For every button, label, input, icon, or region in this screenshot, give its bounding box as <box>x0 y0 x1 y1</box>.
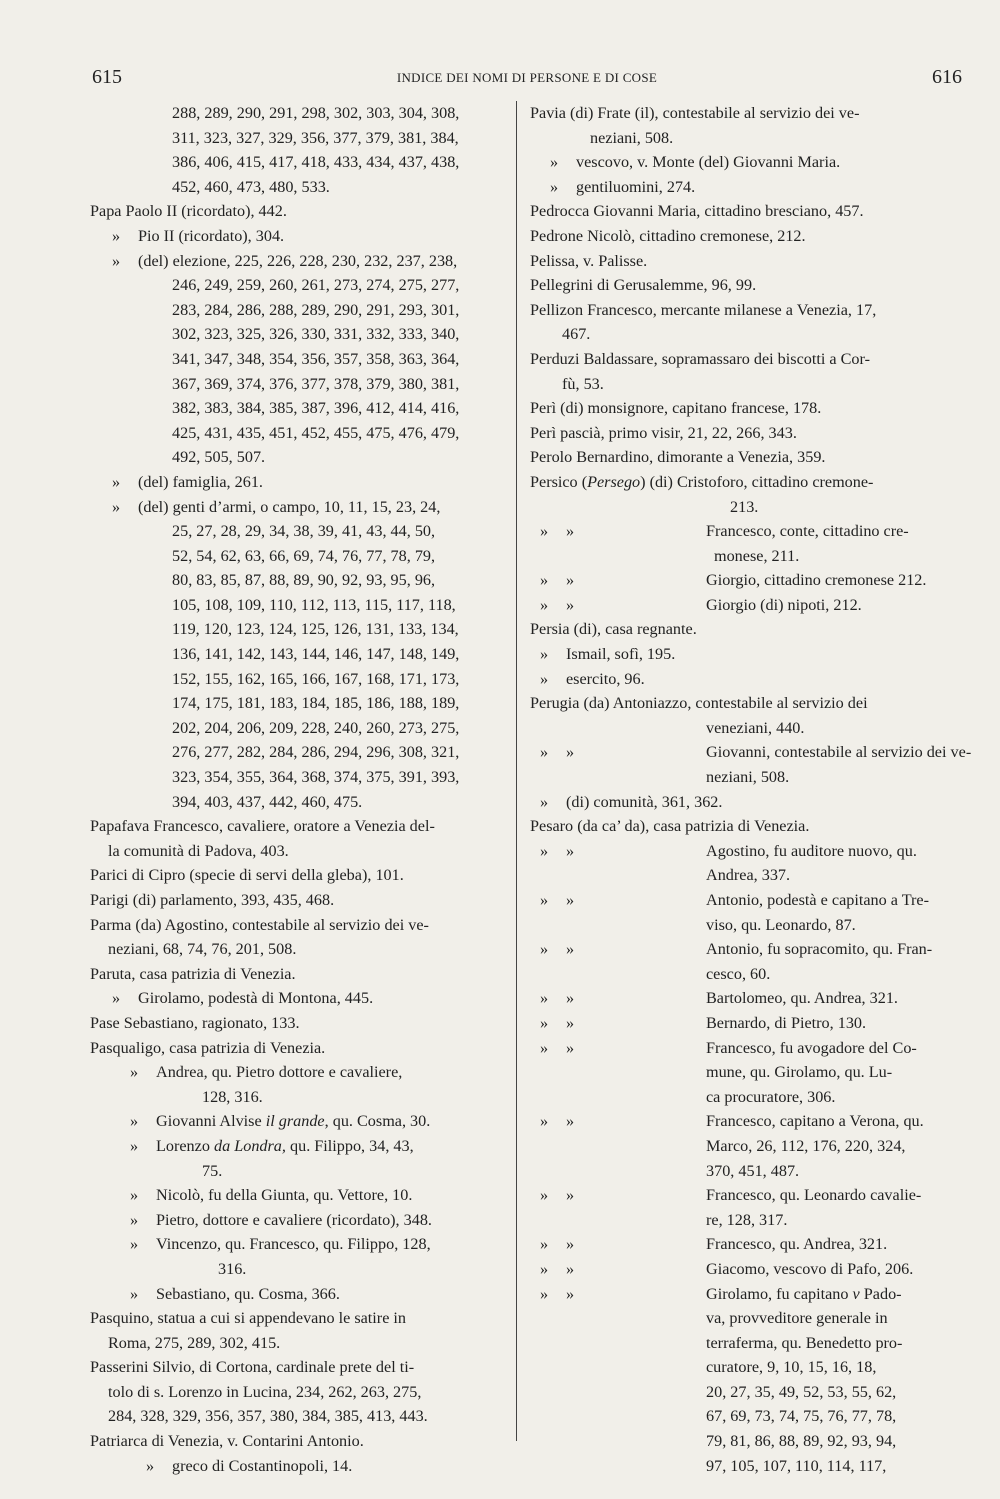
index-line <box>530 568 962 593</box>
column-divider <box>516 101 517 1441</box>
index-line <box>530 1036 962 1061</box>
entry-text: Ismail, sofì, 195. <box>566 645 676 664</box>
entry-text: Francesco, fu avogadore del Co- <box>706 1038 917 1057</box>
index-line <box>90 642 510 667</box>
ditto-mark: » <box>550 177 559 196</box>
index-line <box>90 1208 510 1233</box>
index-line <box>90 986 510 1011</box>
entry-text: 119, 120, 123, 124, 125, 126, 131, 133, 134, <box>172 620 459 639</box>
index-line <box>530 1232 962 1257</box>
ditto-mark: » <box>566 1186 575 1205</box>
index-line <box>530 962 962 987</box>
page-header <box>92 66 962 92</box>
ditto-mark: » <box>540 645 549 664</box>
entry-text: Giorgio (di) nipoti, 212. <box>706 595 862 614</box>
ditto-mark: » <box>566 1259 575 1278</box>
index-line <box>90 740 510 765</box>
ditto-mark: » <box>112 497 121 516</box>
index-line <box>530 1355 962 1380</box>
index-line <box>530 519 962 544</box>
entry-text: neziani, 68, 74, 76, 201, 508. <box>108 940 297 959</box>
index-line <box>530 814 962 839</box>
index-line <box>90 1109 510 1134</box>
entry-text: Pellizon Francesco, mercante milanese a Venezia, 17, <box>530 300 877 319</box>
index-line <box>90 224 510 249</box>
index-line <box>530 1183 962 1208</box>
index-line <box>530 470 962 495</box>
index-line <box>530 667 962 692</box>
ditto-mark: » <box>540 891 549 909</box>
entry-text: qu. Filippo, 34, 43, <box>285 1136 414 1155</box>
entry-text: 67, 69, 73, 74, 75, 76, 77, 78, <box>706 1407 897 1426</box>
index-line <box>530 445 962 470</box>
index-line <box>90 199 510 224</box>
entry-text: 492, 505, 507. <box>172 448 266 467</box>
entry-text: Pio II (ricordato), 304. <box>138 226 285 245</box>
index-line <box>530 1306 962 1331</box>
ditto-mark: » <box>540 841 549 860</box>
entry-text: Vincenzo, qu. Francesco, qu. Filippo, 128, <box>156 1235 431 1254</box>
ditto-mark: » <box>566 1112 575 1131</box>
entry-text: 75. <box>202 1161 223 1180</box>
entry-text: 288, 289, 290, 291, 298, 302, 303, 304, 308, <box>172 104 460 122</box>
entry-text: Pase Sebastiano, ragionato, 133. <box>90 1013 300 1032</box>
ditto-mark: » <box>540 1112 549 1131</box>
entry-text: Lorenzo <box>156 1136 214 1155</box>
ditto-mark: » <box>540 743 549 762</box>
entry-text: veneziani, 440. <box>706 718 805 737</box>
ditto-mark: » <box>130 1063 139 1082</box>
index-line <box>530 1282 962 1307</box>
index-line <box>530 913 962 938</box>
entry-text: 467. <box>562 325 591 344</box>
entry-text: Nicolò, fu della Giunta, qu. Vettore, 10. <box>156 1186 413 1205</box>
ditto-mark: » <box>112 472 121 491</box>
index-line <box>90 568 510 593</box>
entry-text: Andrea, qu. Pietro dottore e cavaliere, <box>156 1063 403 1082</box>
index-line <box>530 986 962 1011</box>
entry-text: 323, 354, 355, 364, 368, 374, 375, 391, 393, <box>172 768 460 787</box>
entry-text: monese, 211. <box>714 546 800 565</box>
index-line <box>90 421 510 446</box>
entry-text: Pellegrini di Gerusalemme, 96, 99. <box>530 276 757 295</box>
entry-text: la comunità di Padova, 403. <box>108 841 289 860</box>
index-line <box>90 667 510 692</box>
index-line <box>90 863 510 888</box>
index-line <box>90 1232 510 1257</box>
entry-text: 174, 175, 181, 183, 184, 185, 186, 188, 189, <box>172 694 460 713</box>
index-line <box>90 298 510 323</box>
entry-text: Antonio, fu sopracomito, qu. Fran- <box>706 940 933 959</box>
ditto-mark: » <box>130 1210 139 1229</box>
entry-text: 425, 431, 435, 451, 452, 455, 475, 476, 479, <box>172 423 460 442</box>
index-line <box>90 445 510 470</box>
entry-text: Giovanni Alvise <box>156 1112 266 1131</box>
index-line <box>90 716 510 741</box>
index-line <box>90 1355 510 1380</box>
entry-text: 302, 323, 325, 326, 330, 331, 332, 333, 340, <box>172 325 460 344</box>
index-line <box>90 937 510 962</box>
entry-text: Perugia (da) Antoniazzo, contestabile al servizio dei <box>530 694 868 713</box>
entry-text: 136, 141, 142, 143, 144, 146, 147, 148, 149, <box>172 645 460 664</box>
entry-text: 246, 249, 259, 260, 261, 273, 274, 275, 277, <box>172 276 460 295</box>
entry-text: neziani, 508. <box>590 128 674 147</box>
entry-text: mune, qu. Girolamo, qu. Lu- <box>706 1063 893 1082</box>
index-line <box>90 1036 510 1061</box>
entry-text: Sebastiano, qu. Cosma, 366. <box>156 1284 340 1303</box>
index-line <box>530 150 962 175</box>
entry-text: Perì pascià, primo visir, 21, 22, 266, 343. <box>530 423 797 442</box>
index-line <box>530 863 962 888</box>
entry-text: Pedrone Nicolò, cittadino cremonese, 212. <box>530 226 806 245</box>
index-line <box>530 765 962 790</box>
index-line <box>90 273 510 298</box>
entry-text: Parigi (di) parlamento, 393, 435, 468. <box>90 891 335 909</box>
entry-text: 20, 27, 35, 49, 52, 53, 55, 62, <box>706 1382 897 1401</box>
index-line <box>530 790 962 815</box>
entry-text: 79, 81, 86, 88, 89, 92, 93, 94, <box>706 1432 897 1451</box>
index-line <box>90 617 510 642</box>
entry-text: Pedrocca Giovanni Maria, cittadino bresciano, 457. <box>530 202 864 221</box>
entry-text: 341, 347, 348, 354, 356, 357, 358, 363, 364, <box>172 349 460 368</box>
index-line <box>90 322 510 347</box>
index-line <box>90 1134 510 1159</box>
ditto-mark: » <box>566 1013 575 1032</box>
index-line <box>530 1109 962 1134</box>
index-line <box>90 544 510 569</box>
entry-text: Perì (di) monsignore, capitano francese, 178. <box>530 399 822 418</box>
index-line <box>90 347 510 372</box>
index-line <box>90 101 510 126</box>
entry-text: re, 128, 317. <box>706 1210 788 1229</box>
index-line <box>530 691 962 716</box>
entry-text: Bernardo, di Pietro, 130. <box>706 1013 867 1032</box>
entry-text: , qu. Cosma, 30. <box>324 1112 431 1131</box>
entry-text: Paruta, casa patrizia di Venezia. <box>90 964 296 983</box>
entry-text: Pietro, dottore e cavaliere (ricordato), 348. <box>156 1210 432 1229</box>
entry-text: Perduzi Baldassare, sopramassaro dei biscotti a Cor- <box>530 349 870 368</box>
entry-text: Bartolomeo, qu. Andrea, 321. <box>706 989 898 1008</box>
index-line <box>530 322 962 347</box>
running-title: INDICE DEI NOMI DI PERSONE E DI COSE <box>396 70 658 85</box>
index-line <box>530 1404 962 1429</box>
index-line <box>90 593 510 618</box>
entry-text: vescovo, v. Monte (del) Giovanni Maria. <box>576 153 841 172</box>
index-line <box>90 150 510 175</box>
ditto-mark: » <box>130 1136 139 1155</box>
index-column-left <box>90 101 510 1478</box>
entry-text: 311, 323, 327, 329, 356, 377, 379, 381, 384, <box>172 128 459 147</box>
ditto-mark: » <box>130 1186 139 1205</box>
ditto-mark: » <box>540 989 549 1008</box>
entry-italic-text: il grande <box>265 1112 325 1131</box>
index-line <box>90 790 510 815</box>
entry-italic-text: da Londra, <box>213 1136 286 1155</box>
index-line <box>90 765 510 790</box>
entry-text: gentiluomini, 274. <box>576 177 696 196</box>
index-line <box>530 199 962 224</box>
entry-text: 382, 383, 384, 385, 387, 396, 412, 414, 416, <box>172 399 460 418</box>
entry-text: Papafava Francesco, cavaliere, oratore a Venezia del- <box>90 817 435 836</box>
ditto-mark: » <box>146 1456 155 1475</box>
index-line <box>530 1011 962 1036</box>
entry-text: Giacomo, vescovo di Pafo, 206. <box>706 1259 914 1278</box>
entry-text: (del) genti d’armi, o campo, 10, 11, 15, 23, 24, <box>138 497 441 516</box>
ditto-mark: » <box>566 522 575 541</box>
entry-text: (del) elezione, 225, 226, 228, 230, 232, 237, 238, <box>138 251 458 270</box>
ditto-mark: » <box>130 1284 139 1303</box>
entry-text: 213. <box>730 497 759 516</box>
entry-text: 394, 403, 437, 442, 460, 475. <box>172 792 363 811</box>
index-line <box>90 1060 510 1085</box>
entry-text: Pasqualigo, casa patrizia di Venezia. <box>90 1038 326 1057</box>
ditto-mark: » <box>566 595 575 614</box>
index-line <box>530 249 962 274</box>
index-line <box>530 1134 962 1159</box>
entry-text: Francesco, qu. Andrea, 321. <box>706 1235 888 1254</box>
index-line <box>530 617 962 642</box>
entry-text: Francesco, capitano a Verona, qu. <box>706 1112 924 1131</box>
index-line <box>530 1257 962 1282</box>
entry-text: Parma (da) Agostino, contestabile al servizio dei ve- <box>90 915 429 934</box>
index-column-right <box>530 101 972 1478</box>
ditto-mark: » <box>540 792 549 811</box>
entry-text: neziani, 508. <box>706 768 790 787</box>
entry-text: 80, 83, 85, 87, 88, 89, 90, 92, 93, 95, 96, <box>172 571 436 590</box>
entry-text: 367, 369, 374, 376, 377, 378, 379, 380, 381, <box>172 374 460 393</box>
ditto-mark: » <box>566 1038 575 1057</box>
entry-text: 202, 204, 206, 209, 228, 240, 260, 273, 275, <box>172 718 460 737</box>
entry-italic-text: v <box>852 1284 860 1303</box>
index-line <box>90 962 510 987</box>
ditto-mark: » <box>566 571 575 590</box>
entry-text: va, provveditore generale in <box>706 1309 888 1328</box>
index-line <box>90 1011 510 1036</box>
page-number-left: 615 <box>92 66 122 88</box>
ditto-mark: » <box>540 1235 549 1254</box>
index-line <box>90 839 510 864</box>
entry-text: fù, 53. <box>562 374 604 393</box>
entry-text: 25, 27, 28, 29, 34, 38, 39, 41, 43, 44, 50, <box>172 522 436 541</box>
entry-italic-text: Persego <box>587 472 641 491</box>
index-line <box>90 1429 510 1454</box>
index-line <box>90 1306 510 1331</box>
entry-text: Pavia (di) Frate (il), contestabile al servizio dei ve- <box>530 104 860 122</box>
entry-text: Pelissa, v. Palisse. <box>530 251 648 270</box>
index-line <box>530 544 962 569</box>
index-line <box>530 1208 962 1233</box>
entry-text: Parici di Cipro (specie di servi della gleba), 101. <box>90 866 404 885</box>
entry-text: Patriarca di Venezia, v. Contarini Antonio. <box>90 1432 364 1451</box>
entry-text: 152, 155, 162, 165, 166, 167, 168, 171, 173, <box>172 669 460 688</box>
index-line <box>90 470 510 495</box>
index-line <box>530 937 962 962</box>
ditto-mark: » <box>130 1112 139 1131</box>
index-line <box>90 691 510 716</box>
ditto-mark: » <box>540 940 549 959</box>
ditto-mark: » <box>540 1186 549 1205</box>
index-line <box>90 1257 510 1282</box>
index-line <box>530 421 962 446</box>
entry-text: 370, 451, 487. <box>706 1161 800 1180</box>
index-line <box>90 519 510 544</box>
index-line <box>530 1429 962 1454</box>
ditto-mark: » <box>566 940 575 959</box>
entry-text: Agostino, fu auditore nuovo, qu. <box>706 841 917 860</box>
index-line <box>90 1159 510 1184</box>
ditto-mark: » <box>566 989 575 1008</box>
entry-text: (del) famiglia, 261. <box>138 472 263 491</box>
entry-text: Girolamo, podestà di Montona, 445. <box>138 989 374 1008</box>
index-line <box>530 642 962 667</box>
index-line <box>530 1380 962 1405</box>
entry-text: Persia (di), casa regnante. <box>530 620 697 639</box>
index-line <box>90 249 510 274</box>
index-line <box>90 1085 510 1110</box>
entry-text: Giovanni, contestabile al servizio dei ve- <box>706 743 972 762</box>
index-line <box>530 298 962 323</box>
entry-text: Persico ( <box>530 472 588 491</box>
index-line <box>90 372 510 397</box>
index-line <box>530 839 962 864</box>
index-line <box>530 372 962 397</box>
index-line <box>90 1183 510 1208</box>
entry-text: tolo di s. Lorenzo in Lucina, 234, 262, 263, 275, <box>108 1382 422 1401</box>
entry-text: Francesco, conte, cittadino cre- <box>706 522 909 541</box>
entry-text: curatore, 9, 10, 15, 16, 18, <box>706 1358 877 1377</box>
index-line <box>90 814 510 839</box>
ditto-mark: » <box>566 1284 575 1303</box>
entry-text: 316. <box>218 1259 247 1278</box>
entry-text: Pasquino, statua a cui si appendevano le satire in <box>90 1309 407 1328</box>
ditto-mark: » <box>540 1284 549 1303</box>
page-number-right: 616 <box>932 66 962 88</box>
entry-text: 452, 460, 473, 480, 533. <box>172 177 330 196</box>
entry-text: Pesaro (da ca’ da), casa patrizia di Venezia. <box>530 817 810 836</box>
ditto-mark: » <box>112 251 121 270</box>
index-line <box>530 126 962 151</box>
index-line <box>530 888 962 913</box>
index-line <box>90 888 510 913</box>
ditto-mark: » <box>540 669 549 688</box>
entry-text: Andrea, 337. <box>706 866 791 885</box>
index-line <box>530 347 962 372</box>
entry-text: ) (di) Cristoforo, cittadino cremone- <box>640 472 874 491</box>
ditto-mark: » <box>540 1013 549 1032</box>
index-line <box>90 1331 510 1356</box>
index-line <box>530 1085 962 1110</box>
entry-text: greco di Costantinopoli, 14. <box>172 1456 353 1475</box>
ditto-mark: » <box>550 153 559 172</box>
index-line <box>530 593 962 618</box>
entry-text: Antonio, podestà e capitano a Tre- <box>706 891 929 909</box>
entry-text: 276, 277, 282, 284, 286, 294, 296, 308, 321, <box>172 743 460 762</box>
entry-text: (di) comunità, 361, 362. <box>566 792 723 811</box>
entry-text: ca procuratore, 306. <box>706 1087 836 1106</box>
index-line <box>90 396 510 421</box>
entry-text: Giorgio, cittadino cremonese 212. <box>706 571 927 590</box>
index-line <box>90 175 510 200</box>
ditto-mark: » <box>566 743 575 762</box>
entry-text: Perolo Bernardino, dimorante a Venezia, 359. <box>530 448 826 467</box>
ditto-mark: » <box>566 1235 575 1254</box>
index-line <box>530 224 962 249</box>
entry-text: Passerini Silvio, di Cortona, cardinale prete del ti- <box>90 1358 415 1377</box>
index-line <box>530 495 962 520</box>
ditto-mark: » <box>112 989 121 1008</box>
index-line <box>530 716 962 741</box>
index-line <box>90 1380 510 1405</box>
ditto-mark: » <box>540 1259 549 1278</box>
entry-text: terraferma, qu. Benedetto pro- <box>706 1333 903 1352</box>
index-line <box>530 1159 962 1184</box>
entry-text: 283, 284, 286, 288, 289, 290, 291, 293, 301, <box>172 300 460 319</box>
entry-text: viso, qu. Leonardo, 87. <box>706 915 856 934</box>
index-line <box>530 1454 962 1479</box>
entry-text: 52, 54, 62, 63, 66, 69, 74, 76, 77, 78, 79, <box>172 546 436 565</box>
ditto-mark: » <box>566 891 575 909</box>
index-line <box>530 175 962 200</box>
index-line <box>90 913 510 938</box>
entry-text: cesco, 60. <box>706 964 771 983</box>
entry-text: Francesco, qu. Leonardo cavalie- <box>706 1186 922 1205</box>
index-line <box>530 740 972 765</box>
index-line <box>530 273 962 298</box>
ditto-mark: » <box>566 841 575 860</box>
entry-text: Girolamo, fu capitano <box>706 1284 853 1303</box>
entry-text: 105, 108, 109, 110, 112, 113, 115, 117, 118, <box>172 595 456 614</box>
index-line <box>530 1060 962 1085</box>
entry-text: 128, 316. <box>202 1087 263 1106</box>
entry-text: 284, 328, 329, 356, 357, 380, 384, 385, 413, 443. <box>108 1407 428 1426</box>
ditto-mark: » <box>130 1235 139 1254</box>
index-line <box>90 1404 510 1429</box>
entry-text: Marco, 26, 112, 176, 220, 324, <box>706 1136 906 1155</box>
index-line <box>90 1282 510 1307</box>
ditto-mark: » <box>540 522 549 541</box>
ditto-mark: » <box>540 571 549 590</box>
index-line <box>90 495 510 520</box>
ditto-mark: » <box>112 226 121 245</box>
entry-text: 386, 406, 415, 417, 418, 433, 434, 437, 438, <box>172 153 460 172</box>
ditto-mark: » <box>540 1038 549 1057</box>
entry-text: esercito, 96. <box>566 669 645 688</box>
index-line <box>530 101 962 126</box>
ditto-mark: » <box>540 595 549 614</box>
index-line <box>530 1331 962 1356</box>
entry-text: Roma, 275, 289, 302, 415. <box>108 1333 281 1352</box>
index-line <box>90 1454 510 1479</box>
index-line <box>90 126 510 151</box>
entry-text: 97, 105, 107, 110, 114, 117, <box>706 1456 887 1475</box>
entry-text: Papa Paolo II (ricordato), 442. <box>90 202 287 221</box>
index-line <box>530 396 962 421</box>
entry-text: Pado- <box>859 1284 902 1303</box>
